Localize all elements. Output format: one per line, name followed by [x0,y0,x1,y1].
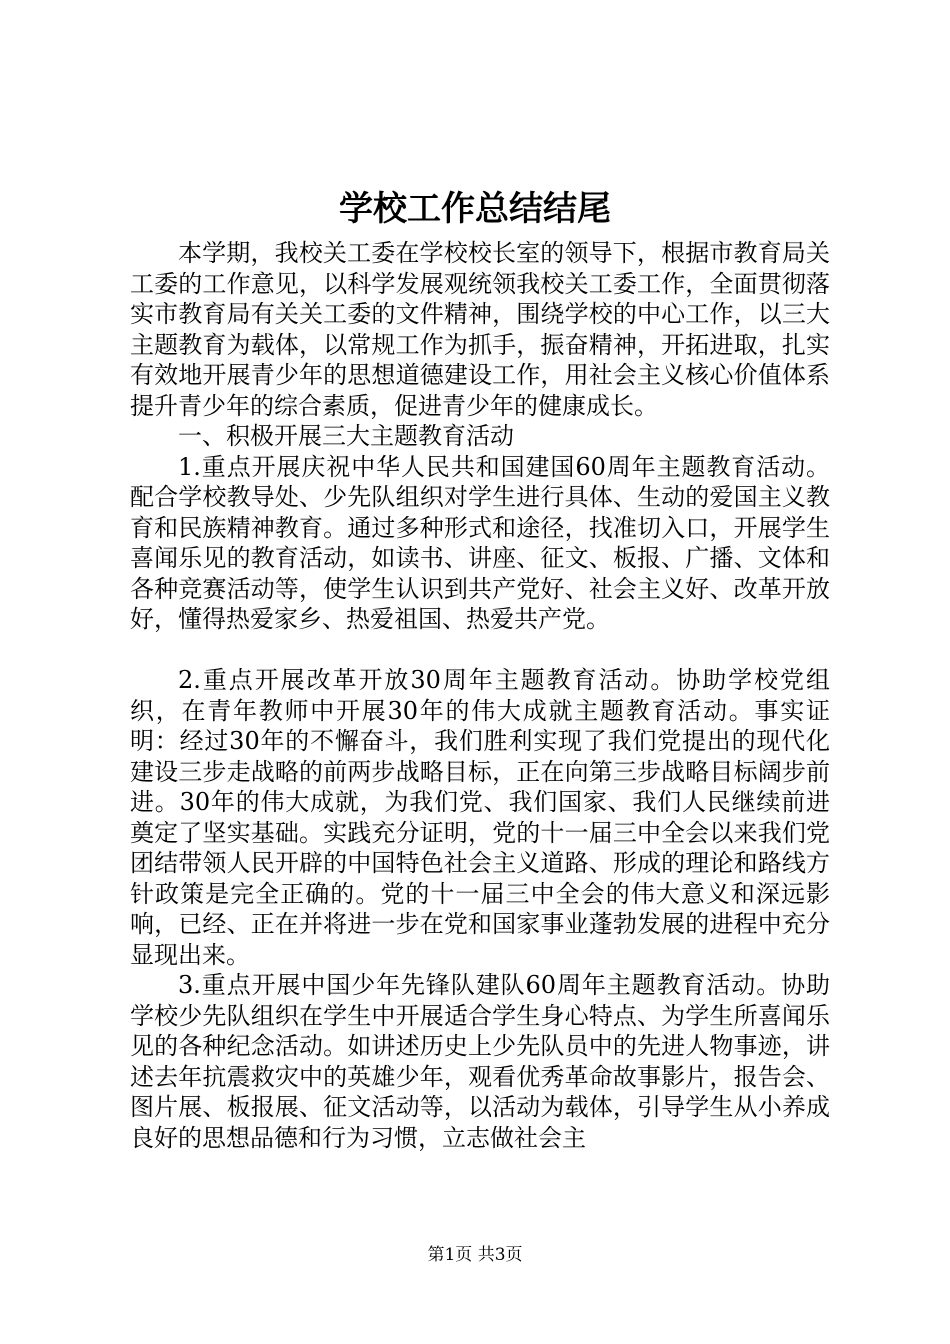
section-heading: 一、积极开展三大主题教育活动 [178,422,514,450]
paragraph-item-3: 3.重点开展中国少年先锋队建队60周年主题教育活动。协助学校少先队组织在学生中开展适合学生身心特点、为学生所喜闻乐见的各种纪念活动。如讲述历史上少先队员中的先进人物事迹，讲述去年抗震救灾中的英雄少年，观看优秀革命故事影片，报告会、图片展、板报展、征文活动等，以活动为载体，引导学生从小养成良好的思想品德和行为习惯，立志做社会主 [130,971,830,1152]
page-footer: 第1页 共3页 [427,1245,523,1265]
paragraph-intro: 本学期，我校关工委在学校校长室的领导下，根据市教育局关工委的工作意见，以科学发展观统领我校关工委工作，全面贯彻落实市教育局有关关工委的文件精神，围绕学校的中心工作，以三大主题教育为载体，以常规工作为抓手，振奋精神，开拓进取，扎实有效地开展青少年的思想道德建设工作，用社会主义核心价值体系提升青少年的综合素质，促进青少年的健康成长。 [130,239,830,420]
document-title: 学校工作总结结尾 [339,189,611,229]
paragraph-item-1: 1.重点开展庆祝中华人民共和国建国60周年主题教育活动。配合学校教导处、少先队组织对学生进行具体、生动的爱国主义教育和民族精神教育。通过多种形式和途径，找准切入口，开展学生喜闻乐见的教育活动，如读书、讲座、征文、板报、广播、文体和各种竞赛活动等，使学生认识到共产党好、社会主义好、改革开放好，懂得热爱家乡、热爱祖国、热爱共产党。 [130,452,830,633]
paragraph-item-2: 2.重点开展改革开放30周年主题教育活动。协助学校党组织，在青年教师中开展30年的伟大成就主题教育活动。事实证明：经过30年的不懈奋斗，我们胜利实现了我们党提出的现代化建设三步走战略的前两步战略目标，正在向第三步战略目标阔步前进。30年的伟大成就，为我们党、我们国家、我们人民继续前进奠定了坚实基础。实践充分证明，党的十一届三中全会以来我们党团结带领人民开辟的中国特色社会主义道路、形成的理论和路线方针政策是完全正确的。党的十一届三中全会的伟大意义和深远影响，已经、正在并将进一步在党和国家事业蓬勃发展的进程中充分显现出来。 [130,666,830,969]
document-body [130,238,830,1153]
